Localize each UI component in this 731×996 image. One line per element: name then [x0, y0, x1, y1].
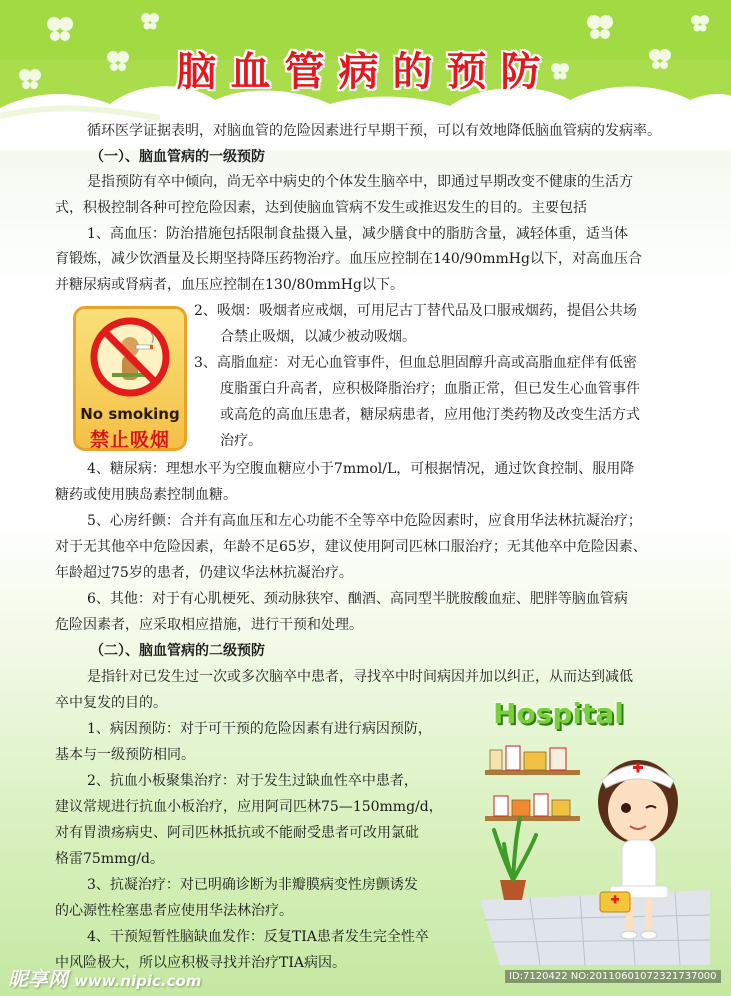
no-smoking-cn: 禁止吸烟 — [89, 429, 170, 451]
secondary-heading: （二）、脑血管病的二级预防 — [90, 643, 265, 659]
watermark-url: www.nipic.com — [74, 972, 202, 990]
hypertension-line2: 育锻炼，减少饮酒量及长期坚持降压药物治疗。血压应控制在140/90mmHg以下，对高血压合 — [55, 251, 642, 267]
watermark-logo — [8, 963, 201, 992]
other-line1: 6、其他：对于有心肌梗死、颈动脉狭窄、酗酒、高同型半胱胺酸血症、肥胖等脑血管病 — [87, 591, 628, 607]
page-title: 脑血管病的预防 — [176, 49, 555, 95]
other-line2: 危险因素者，应采取相应措施，进行干预和处理。 — [55, 617, 363, 633]
afib-line1: 5、心房纤颤：合并有高血压和左心功能不全等卒中危险因素时，应食用华法林抗凝治疗； — [87, 513, 642, 529]
lipid-line4: 治疗。 — [220, 433, 262, 449]
secondary-desc-line2: 卒中复发的目的。 — [55, 695, 167, 711]
tia-line2: 中风险极大，所以应积极寻找并治疗TIA病因。 — [55, 955, 346, 971]
diabetes-line2: 糖药或使用胰岛素控制血糖。 — [55, 487, 237, 503]
no-smoking-en: No smoking — [80, 405, 180, 423]
hypertension-line1: 1、高血压：防治措施包括限制食盐摄入量，减少膳食中的脂肪含量，减轻体重，适当体 — [87, 226, 628, 242]
cause-line2: 基本与一级预防相同。 — [55, 747, 195, 763]
no-smoking-icon — [88, 315, 172, 399]
watermark-id: ID:7120422 NO:20110601072321737000 — [505, 970, 721, 983]
antiplatelet-line3: 对有胃溃疡病史、阿司匹林抵抗或不能耐受患者可改用氯砒 — [55, 825, 419, 841]
anticoag-line2: 的心源性栓塞患者应使用华法林治疗。 — [55, 903, 293, 919]
primary-heading: （一）、脑血管病的一级预防 — [90, 149, 265, 165]
antiplatelet-line1: 2、抗血小板聚集治疗：对于发生过缺血性卒中患者， — [87, 773, 418, 789]
antiplatelet-line4: 格雷75mmg/d。 — [55, 851, 165, 867]
no-smoking-sign — [73, 306, 187, 451]
afib-line3: 年龄超过75岁的患者，仍建议华法林抗凝治疗。 — [55, 565, 353, 581]
afib-line2: 对于无其他卒中危险因素，年龄不足65岁，建议使用阿司匹林口服治疗；无其他卒中危险因素、 — [55, 539, 647, 555]
nurse-illustration — [470, 720, 720, 970]
diabetes-line1: 4、糖尿病：理想水平为空腹血糖应小于7mmol/L，可根据情况，通过饮食控制、服用降 — [87, 461, 635, 477]
smoking-line1: 2、吸烟：吸烟者应戒烟，可用尼古丁替代品及口服戒烟药，提倡公共场 — [194, 303, 637, 319]
cause-line1: 1、病因预防：对于可干预的危险因素有进行病因预防， — [87, 721, 432, 737]
primary-desc-line2: 式，积极控制各种可控危险因素，达到使脑血管病不发生或推迟发生的目的。主要包括 — [55, 200, 587, 216]
primary-desc-line1: 是指预防有卒中倾向，尚无卒中病史的个体发生脑卒中，即通过早期改变不健康的生活方 — [87, 174, 633, 190]
anticoag-line1: 3、抗凝治疗：对已明确诊断为非瓣膜病变性房颤诱发 — [87, 877, 418, 893]
lipid-line3: 或高危的高血压患者，糖尿病患者，应用他汀类药物及改变生活方式 — [220, 407, 640, 423]
smoking-line2: 合禁止吸烟，以减少被动吸烟。 — [220, 329, 416, 345]
tia-line1: 4、干预短暂性脑缺血发作：反复TIA患者发生完全性卒 — [87, 929, 429, 945]
intro-text: 循环医学证据表明，对脑血管的危险因素进行早期干预，可以有效地降低脑血管病的发病率。 — [87, 123, 661, 139]
lipid-line2: 度脂蛋白升高者，应积极降脂治疗；血脂正常，但已发生心血管事件 — [220, 381, 640, 397]
lipid-line1: 3、高脂血症：对无心血管事件，但血总胆固醇升高或高脂血症伴有低密 — [194, 355, 637, 371]
secondary-desc-line1: 是指针对已发生过一次或多次脑卒中患者，寻找卒中时间病因并加以纠正，从而达到减低 — [87, 669, 633, 685]
watermark-logo-text: 昵享网 — [8, 967, 68, 991]
antiplatelet-line2: 建议常规进行抗血小板治疗，应用阿司匹林75—150mmg/d， — [55, 799, 443, 815]
hospital-sign: Hospital — [493, 697, 624, 730]
hypertension-line3: 并糖尿病或肾病者，血压应控制在130/80mmHg以下。 — [55, 277, 404, 293]
